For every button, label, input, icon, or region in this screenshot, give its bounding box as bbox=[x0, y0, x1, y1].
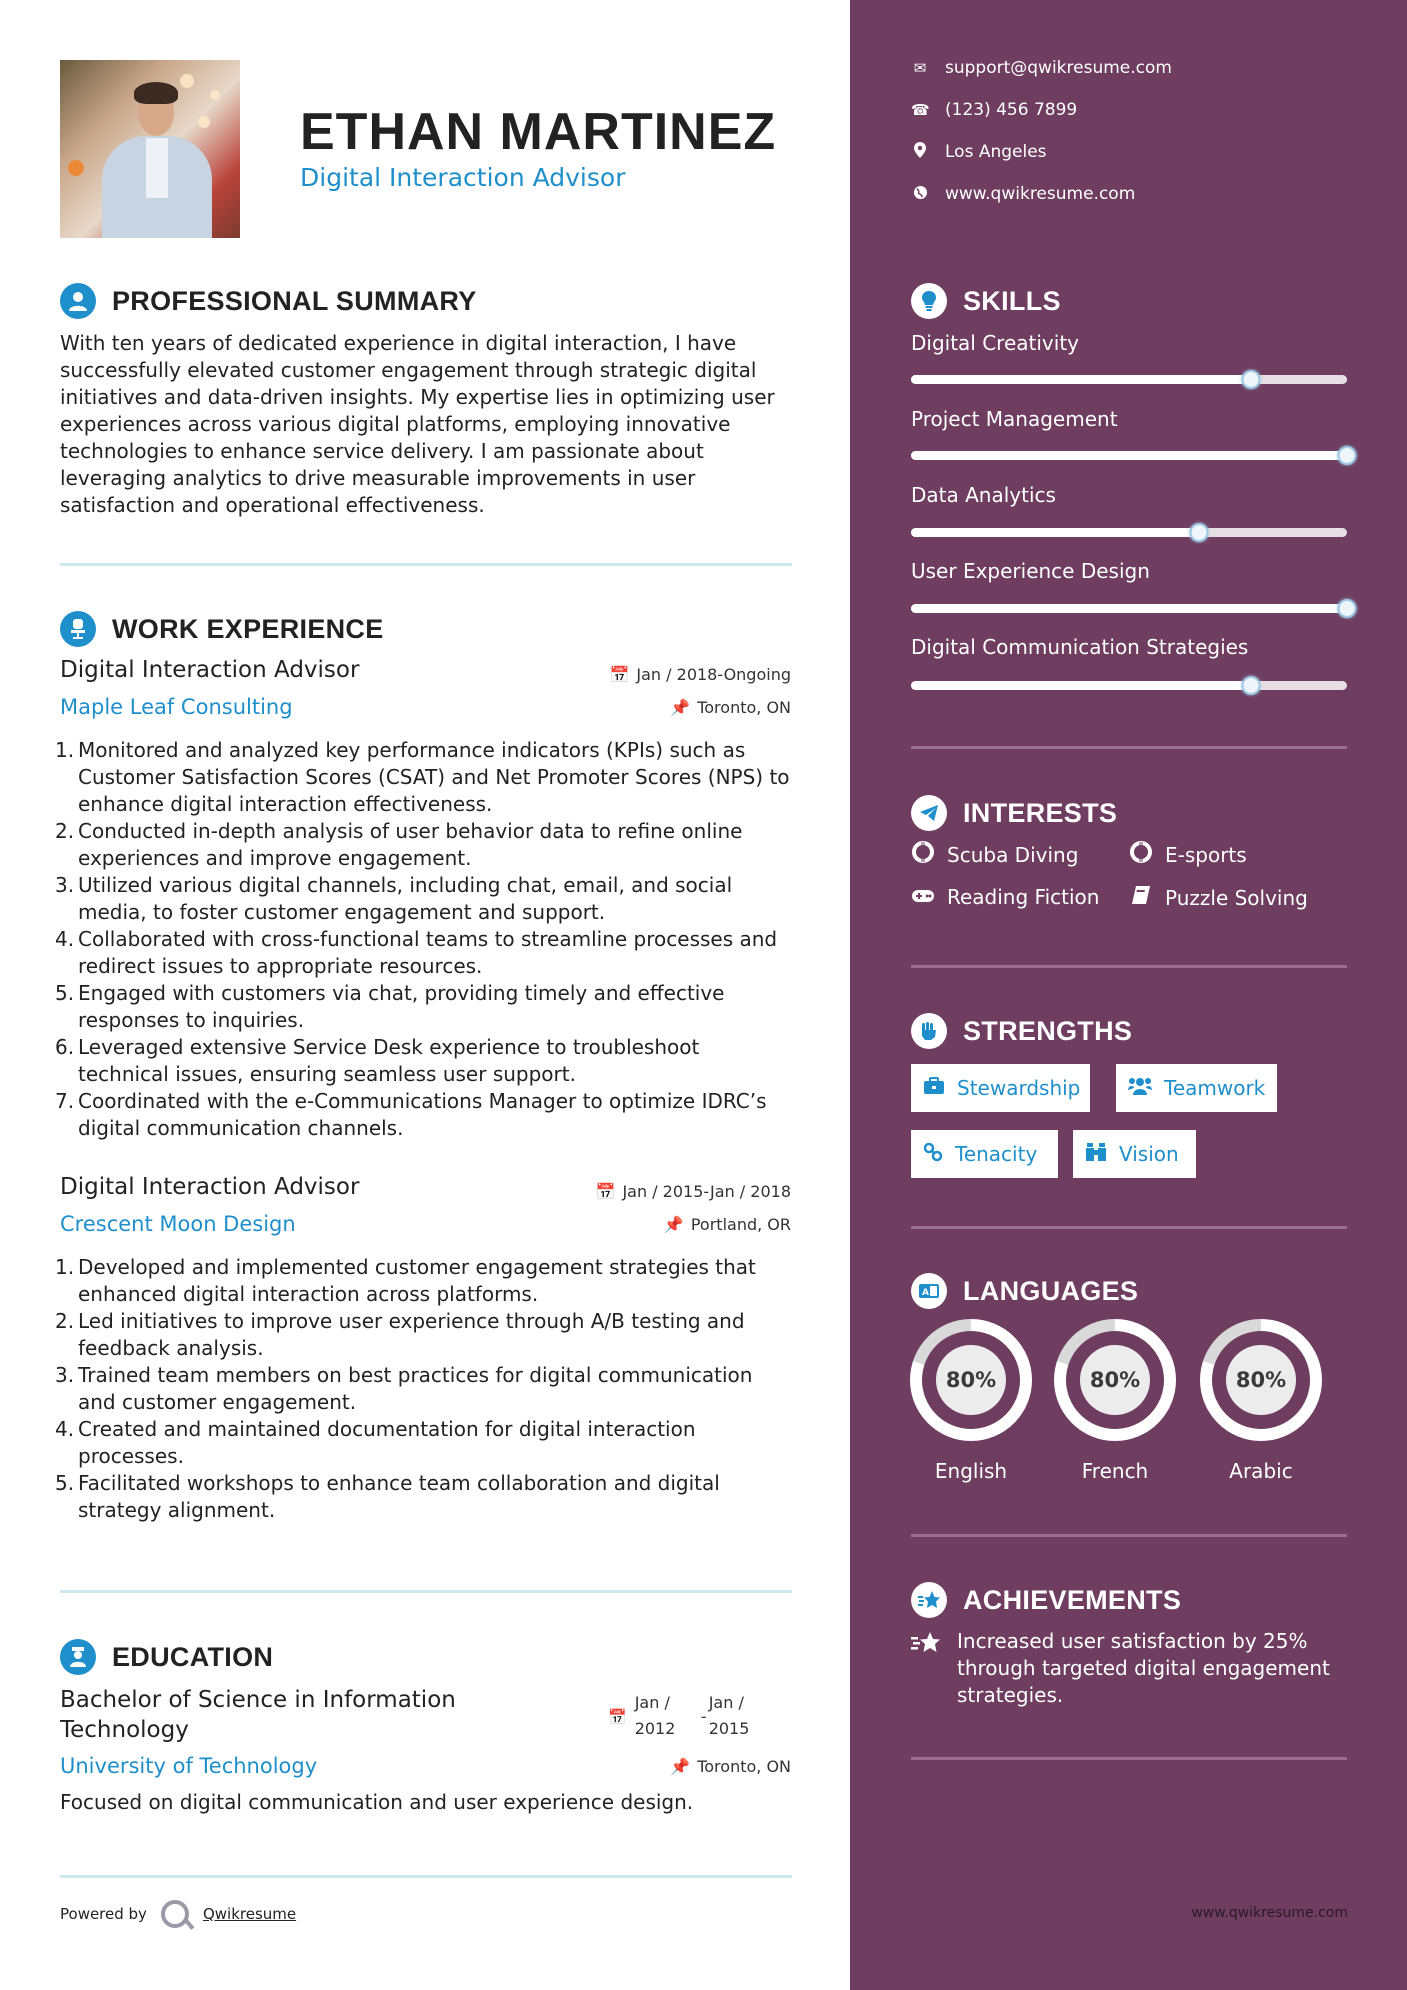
section-divider bbox=[60, 1875, 792, 1878]
section-divider bbox=[911, 1757, 1347, 1760]
job-bullets bbox=[55, 1254, 795, 1524]
skill-bar-handle bbox=[1189, 523, 1208, 542]
fist-icon bbox=[911, 1013, 947, 1049]
graduate-icon bbox=[60, 1639, 96, 1675]
skill-bar-handle bbox=[1338, 599, 1357, 618]
strength-badge: Tenacity bbox=[911, 1130, 1058, 1178]
list-item: 7. Coordinated with the e-Communications Manager to optimize IDRC’s digital communication channels. bbox=[55, 1089, 767, 1140]
language-progress-ring: 80% bbox=[910, 1319, 1032, 1441]
binoculars-icon bbox=[1085, 1142, 1107, 1167]
skill-bar-handle bbox=[1242, 370, 1261, 389]
interest-item: E-sports bbox=[1129, 841, 1247, 868]
paper-plane-icon bbox=[911, 795, 947, 831]
life-ring-icon bbox=[911, 841, 935, 868]
shooting-star-icon bbox=[911, 1630, 945, 1709]
chair-icon bbox=[60, 611, 96, 647]
section-divider bbox=[911, 965, 1347, 968]
achievements-heading: ACHIEVEMENTS bbox=[963, 1584, 1182, 1615]
school-name: University of Technology bbox=[60, 1754, 318, 1778]
experience-heading: WORK EXPERIENCE bbox=[112, 613, 384, 644]
job-company: Crescent Moon Design bbox=[60, 1212, 296, 1236]
users-icon bbox=[1128, 1076, 1152, 1101]
job-company: Maple Leaf Consulting bbox=[60, 695, 293, 719]
envelope-icon: ✉ bbox=[913, 59, 927, 77]
interest-item: Scuba Diving bbox=[911, 841, 1078, 868]
summary-text: With ten years of dedicated experience in digital interaction, I have successfully elevated customer engagement through strategic digital initiatives and data-driven insights. My expertise lies in optimizing user experiences across various digital platforms, employing innovative technologies to enhance service delivery. I am passionate about leveraging analytics to drive measurable improvements in user satisfaction and operational effectiveness. bbox=[60, 331, 775, 517]
skill-label: Digital Communication Strategies bbox=[911, 635, 1249, 659]
strength-badge: Teamwork bbox=[1116, 1064, 1277, 1112]
pin-icon: 📌 bbox=[670, 1757, 691, 1776]
languages-heading: LANGUAGES bbox=[963, 1275, 1139, 1306]
translate-icon bbox=[911, 1273, 947, 1309]
language-label: French bbox=[1081, 1459, 1149, 1483]
skill-label: User Experience Design bbox=[911, 559, 1150, 583]
calendar-icon: 📅 bbox=[608, 1708, 627, 1726]
profile-photo bbox=[60, 60, 240, 238]
phone-icon: ☎ bbox=[911, 101, 930, 119]
job-title: Digital Interaction Advisor bbox=[60, 657, 360, 683]
candidate-name: ETHAN MARTINEZ bbox=[300, 103, 777, 161]
globe-icon bbox=[911, 185, 929, 204]
interests-heading: INTERESTS bbox=[963, 797, 1118, 828]
skills-heading: SKILLS bbox=[963, 285, 1061, 316]
language-label: English bbox=[934, 1459, 1008, 1483]
education-location: 📌 Toronto, ON bbox=[670, 1757, 791, 1776]
candidate-title: Digital Interaction Advisor bbox=[300, 163, 626, 192]
job-date: 📅 Jan / 2018-Ongoing bbox=[609, 665, 791, 684]
education-section-header bbox=[60, 1639, 273, 1675]
contact-location: Los Angeles bbox=[911, 142, 1047, 162]
svg-text:A: A bbox=[922, 1288, 929, 1298]
section-divider bbox=[60, 1590, 792, 1593]
languages-section-header bbox=[911, 1273, 1138, 1309]
list-item: 3. Utilized various digital channels, including chat, email, and social media, to foster customer engagement and support. bbox=[55, 873, 733, 924]
section-divider bbox=[911, 1534, 1347, 1537]
skill-bar bbox=[911, 604, 1347, 613]
strength-badge: Vision bbox=[1073, 1130, 1196, 1178]
achievement-item: Increased user satisfaction by 25% through targeted digital engagement strategies. bbox=[911, 1628, 1337, 1709]
language-item bbox=[1053, 1319, 1177, 1483]
job-date: 📅 Jan / 2015-Jan / 2018 bbox=[595, 1182, 791, 1201]
skill-label: Project Management bbox=[911, 407, 1118, 431]
language-label: Arabic bbox=[1229, 1459, 1293, 1483]
list-item: 3. Trained team members on best practices for digital communication and customer engagement. bbox=[55, 1363, 753, 1414]
summary-section-header bbox=[60, 283, 477, 319]
section-divider bbox=[911, 1226, 1347, 1229]
link-icon bbox=[923, 1142, 943, 1167]
language-item bbox=[1199, 1319, 1323, 1483]
skill-bar bbox=[911, 528, 1347, 537]
interest-item: Reading Fiction bbox=[911, 885, 1099, 909]
calendar-icon: 📅 bbox=[609, 665, 630, 684]
language-item bbox=[909, 1319, 1033, 1483]
skills-section-header bbox=[911, 283, 1061, 319]
strength-badge: Stewardship bbox=[911, 1064, 1090, 1112]
footer-website-link[interactable]: www.qwikresume.com bbox=[1191, 1905, 1348, 1921]
list-item: 6. Leveraged extensive Service Desk experience to troubleshoot technical issues, ensuring seamless user support. bbox=[55, 1035, 700, 1086]
powered-by: Powered by Qwikresume bbox=[60, 1900, 296, 1928]
skill-label: Data Analytics bbox=[911, 483, 1056, 507]
skill-bar bbox=[911, 375, 1347, 384]
interest-item: Puzzle Solving bbox=[1129, 885, 1308, 910]
lightbulb-icon bbox=[911, 283, 947, 319]
strengths-heading: STRENGTHS bbox=[963, 1015, 1133, 1046]
skill-label: Digital Creativity bbox=[911, 331, 1079, 355]
job-bullets bbox=[55, 737, 795, 1142]
education-date: 📅 Jan / 2012 - Jan / 2015 bbox=[608, 1690, 749, 1742]
list-item: 4. Collaborated with cross-functional teams to streamline processes and redirect issues to appropriate resources. bbox=[55, 927, 778, 978]
section-divider bbox=[60, 563, 792, 566]
degree-title: Bachelor of Science in Information Technology bbox=[60, 1687, 456, 1743]
education-description: Focused on digital communication and user experience design. bbox=[60, 1790, 694, 1814]
skill-bar-handle bbox=[1242, 676, 1261, 695]
map-marker-icon bbox=[911, 142, 929, 162]
book-icon bbox=[1129, 885, 1153, 910]
user-icon bbox=[60, 283, 96, 319]
job-location: 📌 Portland, OR bbox=[663, 1215, 791, 1234]
list-item: 5. Engaged with customers via chat, providing timely and effective responses to inquiries. bbox=[55, 981, 725, 1032]
briefcase-icon bbox=[923, 1077, 945, 1100]
interests-section-header bbox=[911, 795, 1117, 831]
list-item: 1. Monitored and analyzed key performance indicators (KPIs) such as Customer Satisfaction Scores (CSAT) and Net Promoter Scores (NPS) to enhance digital interaction effectiveness. bbox=[55, 738, 790, 816]
skill-bar bbox=[911, 451, 1347, 460]
list-item: 2. Led initiatives to improve user experience through A/B testing and feedback analysis. bbox=[55, 1309, 745, 1360]
job-title: Digital Interaction Advisor bbox=[60, 1174, 360, 1200]
summary-heading: PROFESSIONAL SUMMARY bbox=[112, 285, 477, 316]
list-item: 5. Facilitated workshops to enhance team collaboration and digital strategy alignment. bbox=[55, 1471, 720, 1522]
pin-icon: 📌 bbox=[663, 1215, 684, 1234]
list-item: 2. Conducted in-depth analysis of user behavior data to refine online experiences and improve engagement. bbox=[55, 819, 743, 870]
section-divider bbox=[911, 746, 1347, 749]
shooting-star-icon bbox=[911, 1582, 947, 1618]
pin-icon: 📌 bbox=[670, 698, 691, 717]
qwikresume-link[interactable]: Qwikresume bbox=[202, 1905, 297, 1923]
contact-phone[interactable]: ☎ (123) 456 7899 bbox=[911, 100, 1078, 120]
job-location: 📌 Toronto, ON bbox=[670, 698, 791, 717]
list-item: 1. Developed and implemented customer engagement strategies that enhanced digital interaction across platforms. bbox=[55, 1255, 756, 1306]
experience-section-header bbox=[60, 611, 384, 647]
language-progress-ring: 80% bbox=[1200, 1319, 1322, 1441]
list-item: 4. Created and maintained documentation for digital interaction processes. bbox=[55, 1417, 696, 1468]
skill-bar-handle bbox=[1338, 446, 1357, 465]
contact-website[interactable]: www.qwikresume.com bbox=[911, 184, 1135, 204]
achievements-section-header bbox=[911, 1582, 1181, 1618]
calendar-icon: 📅 bbox=[595, 1182, 616, 1201]
education-heading: EDUCATION bbox=[112, 1641, 274, 1672]
life-ring-icon bbox=[1129, 841, 1153, 868]
contact-email[interactable]: ✉ support@qwikresume.com bbox=[911, 58, 1172, 78]
strengths-section-header bbox=[911, 1013, 1132, 1049]
skill-bar bbox=[911, 681, 1347, 690]
language-progress-ring: 80% bbox=[1054, 1319, 1176, 1441]
gamepad-icon bbox=[911, 885, 935, 909]
qwikresume-logo-icon bbox=[161, 1900, 189, 1928]
